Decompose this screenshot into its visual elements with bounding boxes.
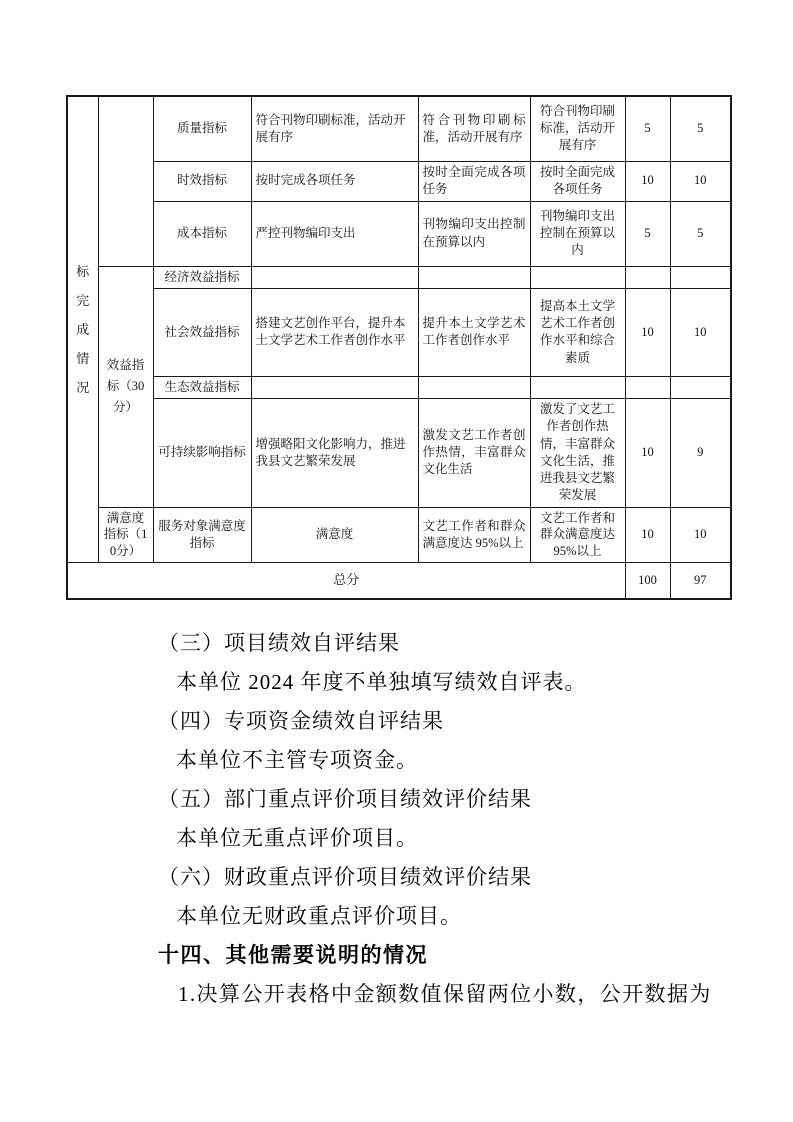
self-score-cell: 9 — [670, 399, 731, 508]
actual-value-cell: 按时全面完成各项任务 — [530, 161, 625, 201]
table-row — [67, 376, 731, 398]
table-row — [67, 161, 731, 201]
target-value-cell — [251, 376, 418, 398]
section-heading-4: （四）专项资金绩效自评结果 — [158, 709, 444, 733]
target-value-cell: 按时完成各项任务 — [251, 161, 418, 201]
total-score-cell: 100 — [625, 562, 670, 599]
actual-value-cell: 文艺工作者和群众满意度达 95%以上 — [530, 507, 625, 562]
body-text-block — [0, 624, 793, 1014]
indicator-name-cell: 可持续影响指标 — [153, 399, 251, 508]
score-cell: 10 — [625, 288, 670, 376]
score-cell: 10 — [625, 507, 670, 562]
self-score-cell — [670, 376, 731, 398]
table-row — [67, 96, 731, 161]
indicator-name-cell: 成本指标 — [153, 201, 251, 266]
actual-value-cell — [530, 266, 625, 288]
table-total-row — [67, 562, 731, 599]
target-value-cell: 满意度 — [251, 507, 418, 562]
self-score-cell: 10 — [670, 288, 731, 376]
section-body-3: 本单位 2024 年度不单独填写绩效自评表。 — [176, 670, 587, 694]
score-cell — [625, 266, 670, 288]
score-cell: 5 — [625, 96, 670, 161]
indicator-name-cell: 社会效益指标 — [153, 288, 251, 376]
indicator-completion-stub-cell: 标完成情况 — [67, 96, 98, 562]
target-value-cell: 严控刊物编印支出 — [251, 201, 418, 266]
table-row — [67, 288, 731, 376]
satisfaction-indicator-group-cell: 满意度指标（10分） — [98, 507, 153, 562]
score-cell — [625, 376, 670, 398]
chapter-heading-14: 十四、其他需要说明的情况 — [158, 944, 428, 967]
score-cell: 10 — [625, 399, 670, 508]
completion-value-cell — [418, 266, 530, 288]
section-heading-3: （三）项目绩效自评结果 — [158, 631, 400, 655]
completion-value-cell: 文艺工作者和群众满意度达 95%以上 — [418, 507, 530, 562]
completion-value-cell: 按时全面完成各项任务 — [418, 161, 530, 201]
indicator-name-cell: 质量指标 — [153, 96, 251, 161]
actual-value-cell: 提高本土文学艺术工作者创作水平和综合素质 — [530, 288, 625, 376]
section-body-5: 本单位无重点评价项目。 — [176, 826, 418, 850]
completion-value-cell: 提升本土文学艺术工作者创作水平 — [418, 288, 530, 376]
indicator-name-cell: 服务对象满意度指标 — [153, 507, 251, 562]
target-value-cell: 增强略阳文化影响力，推进我县文艺繁荣发展 — [251, 399, 418, 508]
table-row — [67, 399, 731, 508]
self-score-cell: 5 — [670, 96, 731, 161]
self-score-cell: 5 — [670, 201, 731, 266]
indicator-name-cell: 经济效益指标 — [153, 266, 251, 288]
completion-value-cell: 符合刊物印刷标准，活动开展有序 — [418, 96, 530, 161]
chapter-body-note-1: 1.决算公开表格中金额数值保留两位小数，公开数据为 — [178, 982, 712, 1006]
completion-value-cell: 刊物编印支出控制在预算以内 — [418, 201, 530, 266]
indicator-name-cell: 时效指标 — [153, 161, 251, 201]
score-cell: 10 — [625, 161, 670, 201]
total-self-score-cell: 97 — [670, 562, 731, 599]
target-value-cell: 搭建文艺创作平台，提升本土文学艺术工作者创作水平 — [251, 288, 418, 376]
output-indicator-group-cell — [98, 96, 153, 266]
self-score-cell: 10 — [670, 161, 731, 201]
table-row — [67, 266, 731, 288]
actual-value-cell — [530, 376, 625, 398]
total-label-cell: 总分 — [67, 562, 625, 599]
self-score-cell — [670, 266, 731, 288]
section-heading-6: （六）财政重点评价项目绩效评价结果 — [158, 865, 532, 889]
indicator-name-cell: 生态效益指标 — [153, 376, 251, 398]
section-body-4: 本单位不主管专项资金。 — [176, 748, 418, 772]
section-body-6: 本单位无财政重点评价项目。 — [176, 904, 462, 928]
table-row — [67, 507, 731, 562]
score-cell: 5 — [625, 201, 670, 266]
actual-value-cell: 刊物编印支出控制在预算以内 — [530, 201, 625, 266]
actual-value-cell: 激发了文艺工作者创作热情，丰富群众文化生活，推进我县文艺繁荣发展 — [530, 399, 625, 508]
actual-value-cell: 符合刊物印刷标准，活动开展有序 — [530, 96, 625, 161]
table-row — [67, 201, 731, 266]
benefit-indicator-group-cell: 效益指标（30分） — [98, 266, 153, 507]
target-value-cell: 符合刊物印刷标准，活动开展有序 — [251, 96, 418, 161]
section-heading-5: （五）部门重点评价项目绩效评价结果 — [158, 787, 532, 811]
target-value-cell — [251, 266, 418, 288]
completion-value-cell — [418, 376, 530, 398]
completion-value-cell: 激发文艺工作者创作热情，丰富群众文化生活 — [418, 399, 530, 508]
performance-indicator-table — [66, 95, 732, 600]
self-score-cell: 10 — [670, 507, 731, 562]
